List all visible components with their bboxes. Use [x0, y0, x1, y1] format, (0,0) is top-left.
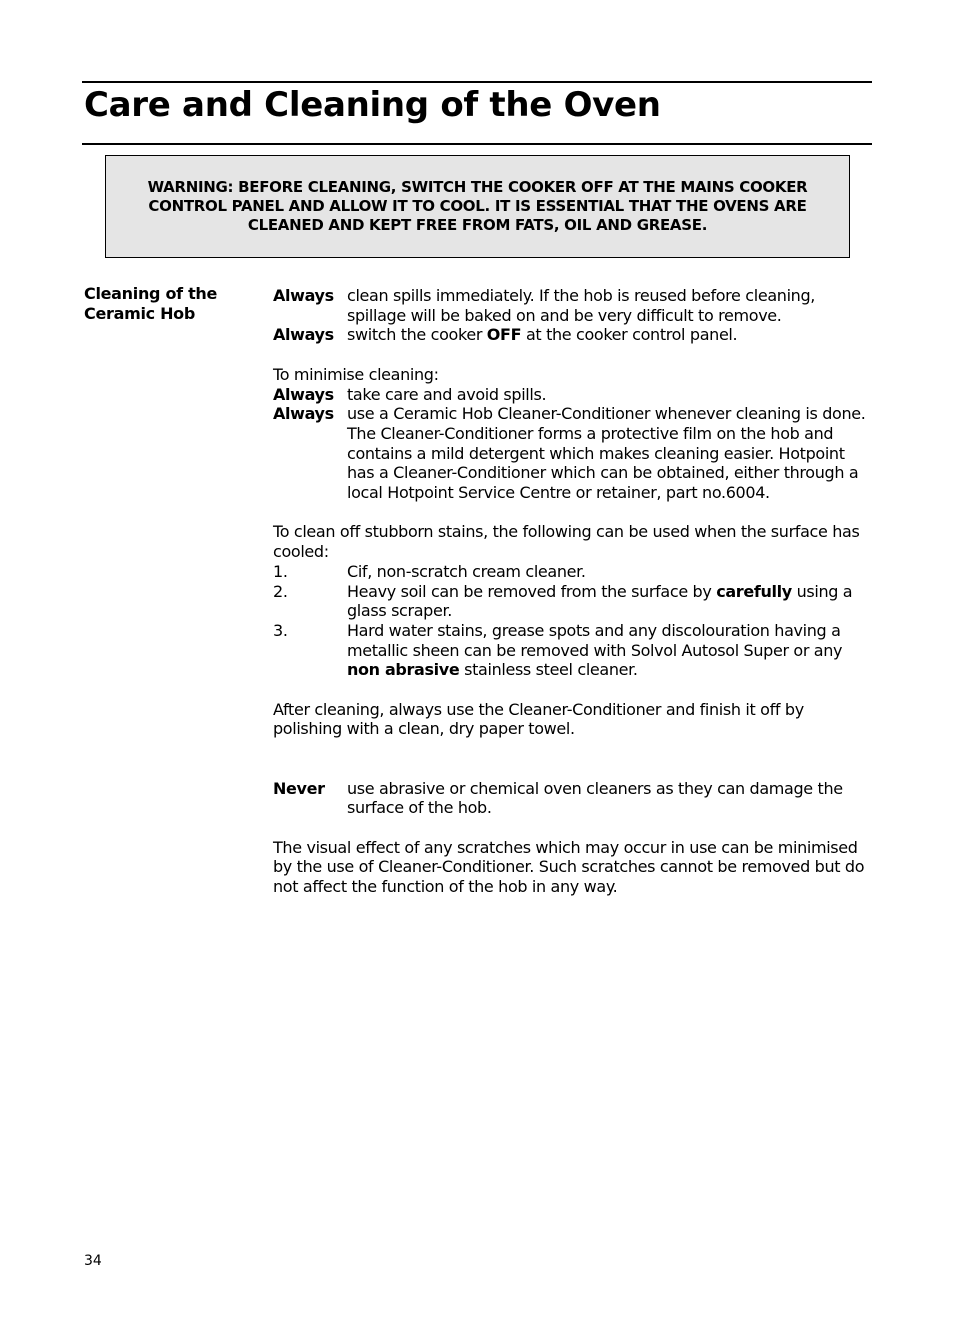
list-text	[347, 621, 873, 680]
list-number: 1.	[273, 561, 288, 581]
text-fragment: at the cooker control panel.	[521, 325, 738, 345]
list-text	[347, 582, 873, 621]
warning-box	[105, 155, 850, 258]
section-heading: Cleaning of the Ceramic Hob	[84, 284, 218, 323]
text-fragment: Heavy soil can be removed from the surface by	[347, 581, 717, 601]
list-item	[273, 582, 873, 621]
emphasis: carefully	[716, 581, 792, 601]
after-cleaning-text: After cleaning, always use the Cleaner-Conditioner and finish it off by polishing with a clean, dry paper towel.	[273, 699, 804, 739]
stains-intro: To clean off stubborn stains, the following can be used when the surface has cooled:	[273, 522, 860, 562]
always-label: Always	[273, 286, 334, 305]
always-label: Always	[273, 325, 334, 345]
warning-text: WARNING: BEFORE CLEANING, SWITCH THE COOKER OFF AT THE MAINS COOKER CONTROL PANEL AND ALLOW IT TO COOL. IT IS ESSENTIAL THAT THE OVENS ARE CLEANED AND KEPT FREE FROM FATS, OIL AND GREASE.	[147, 178, 808, 234]
page-number: 34	[84, 1253, 102, 1269]
list-text: Cif, non-scratch cream cleaner.	[347, 561, 586, 581]
page-title: Care and Cleaning of the Oven	[84, 85, 661, 125]
instruction-row	[273, 404, 873, 503]
section-content	[273, 286, 873, 897]
top-rule	[82, 81, 872, 83]
list-item	[273, 621, 873, 680]
never-label: Never	[273, 778, 325, 798]
instruction-text: use a Ceramic Hob Cleaner-Conditioner whenever cleaning is done. The Cleaner-Conditioner forms a protective film on the hob and contains a mild detergent which makes cleaning easier. Hotpoint has a Cleaner-Conditioner which can be obtained, either through a local Hotpoint Service Centre or retainer, part no.6004.	[347, 404, 866, 503]
list-number: 2.	[273, 581, 288, 601]
text-fragment: using a glass scraper.	[347, 581, 853, 621]
emphasis: OFF	[486, 325, 522, 345]
always-label: Always	[273, 404, 334, 424]
instruction-text: take care and avoid spills.	[347, 384, 547, 404]
text-fragment: Hard water stains, grease spots and any discolouration having a metallic sheen can be removed with Solvol Autosol Super or any	[347, 620, 843, 660]
instruction-row	[273, 325, 873, 345]
text-fragment: stainless steel cleaner.	[459, 660, 638, 680]
instruction-text: clean spills immediately. If the hob is reused before cleaning, spillage will be baked on and be very difficult to remove.	[347, 286, 815, 325]
instruction-row	[273, 286, 873, 325]
minimise-intro: To minimise cleaning:	[273, 364, 439, 384]
instruction-row	[273, 385, 873, 405]
instruction-row	[273, 779, 873, 818]
emphasis: non abrasive	[347, 660, 460, 680]
instruction-text: use abrasive or chemical oven cleaners as they can damage the surface of the hob.	[347, 778, 843, 818]
title-bottom-rule	[82, 143, 872, 145]
list-number: 3.	[273, 620, 288, 640]
instruction-text	[347, 325, 873, 345]
text-fragment: switch the cooker	[347, 325, 487, 345]
list-item	[273, 562, 873, 582]
scratches-text: The visual effect of any scratches which may occur in use can be minimised by the use of Cleaner-Conditioner. Such scratches cannot be removed but do not affect the function of the hob in any way.	[273, 837, 865, 897]
always-label: Always	[273, 384, 334, 404]
